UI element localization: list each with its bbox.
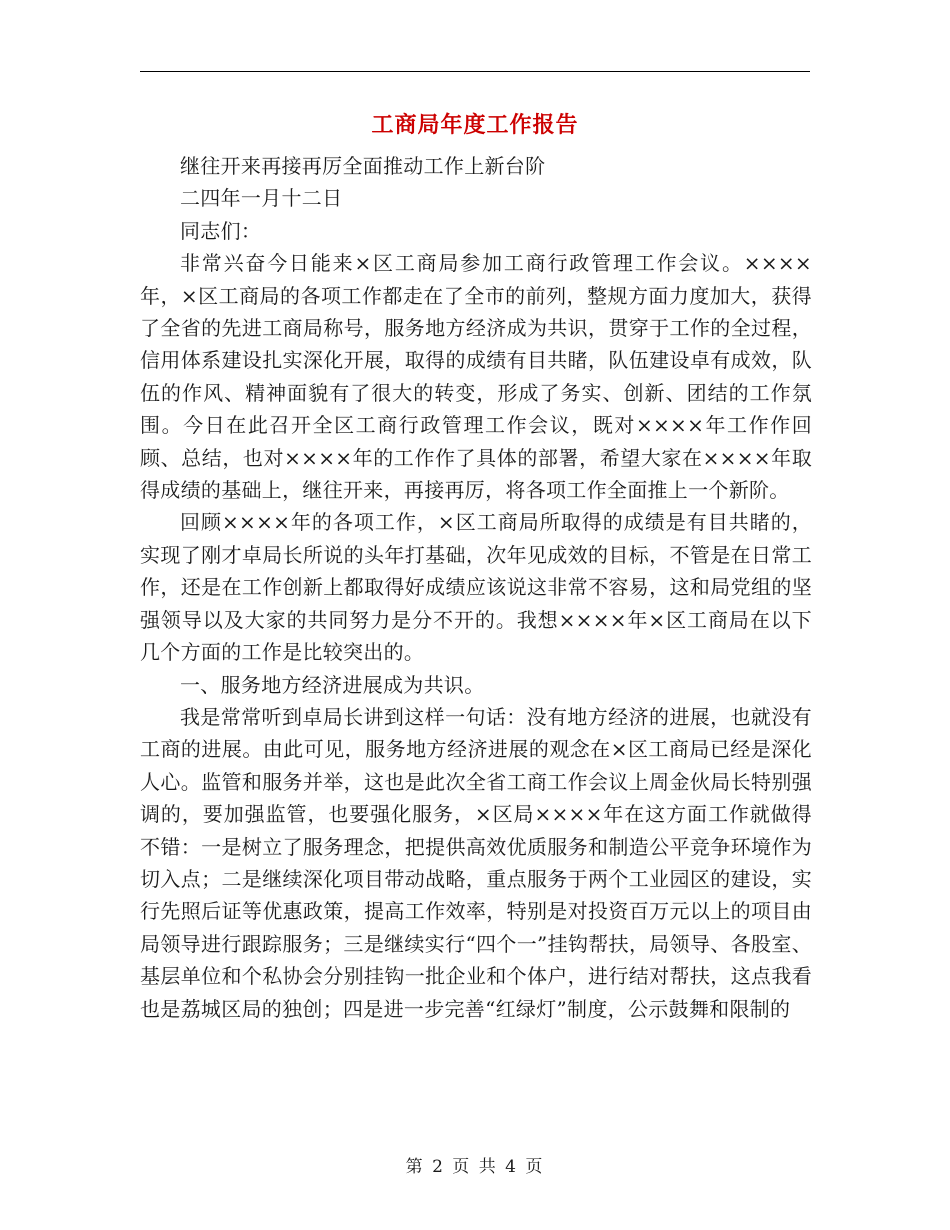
footer-prefix: 第 (405, 1157, 425, 1177)
document-body (140, 150, 812, 1025)
header-rule (140, 71, 810, 72)
subtitle-paragraph: 继往开来再接再厉全面推动工作上新台阶 (180, 154, 546, 178)
total-pages-number: 4 (505, 1157, 518, 1177)
page-footer (0, 1152, 950, 1177)
footer-suffix: 页 (525, 1157, 545, 1177)
footer-mid: 页 共 (452, 1157, 498, 1177)
document-title: 工商局年度工作报告 (371, 112, 579, 138)
section-heading: 一、服务地方经济进展成为共识。 (180, 672, 485, 697)
current-page-number: 2 (432, 1157, 445, 1177)
body-paragraph: 我是常常听到卓局长讲到这样一句话：没有地方经济的进展，也就没有工商的进展。由此可见，服务地方经济进展的观念在×区工商局已经是深化人心。监管和服务并举，这也是此次全省工商工作会议上周金伙局长特别强调的，要加强监管，也要强化服务，×区局××××年在这方面工作就做得不错：一是树立了服务理念，把提供高效优质服务和制造公平竞争环境作为切入点；二是继续深化项目带动战略，重点服务于两个工业园区的建设，实行先照后证等优惠政策，提高工作效率，特别是对投资百万元以上的项目由局领导进行跟踪服务；三是继续实行“四个一”挂钩帮扶，局领导、各股室、基层单位和个私协会分别挂钩一批企业和个体户，进行结对帮扶，这点我看也是荔城区局的独创；四是进一步完善“红绿灯”制度，公示鼓舞和限制的 (140, 704, 812, 1021)
date-paragraph: 二四年一月十二日 (180, 186, 343, 211)
body-paragraph: 回顾××××年的各项工作，×区工商局所取得的成绩是有目共睹的，实现了刚才卓局长所说的头年打基础，次年见成效的目标，不管是在日常工作，还是在工作创新上都取得好成绩应该说这非常不容易，这和局党组的坚强领导以及大家的共同努力是分不开的。我想××××年×区工商局在以下几个方面的工作是比较突出的。 (140, 510, 812, 665)
salutation-paragraph: 同志们： (180, 218, 262, 243)
body-paragraph: 非常兴奋今日能来×区工商局参加工商行政管理工作会议。××××年，×区工商局的各项工作都走在了全市的前列，整规方面力度加大，获得了全省的先进工商局称号，服务地方经济成为共识，贯穿于工作的全过程，信用体系建设扎实深化开展，取得的成绩有目共睹，队伍建设卓有成效，队伍的作风、精神面貌有了很大的转变，形成了务实、创新、团结的工作氛围。今日在此召开全区工商行政管理工作会议，既对××××年工作作回顾、总结，也对××××年的工作作了具体的部署，希望大家在××××年取得成绩的基础上，继往开来，再接再厉，将各项工作全面推上一个新阶。 (140, 251, 812, 503)
